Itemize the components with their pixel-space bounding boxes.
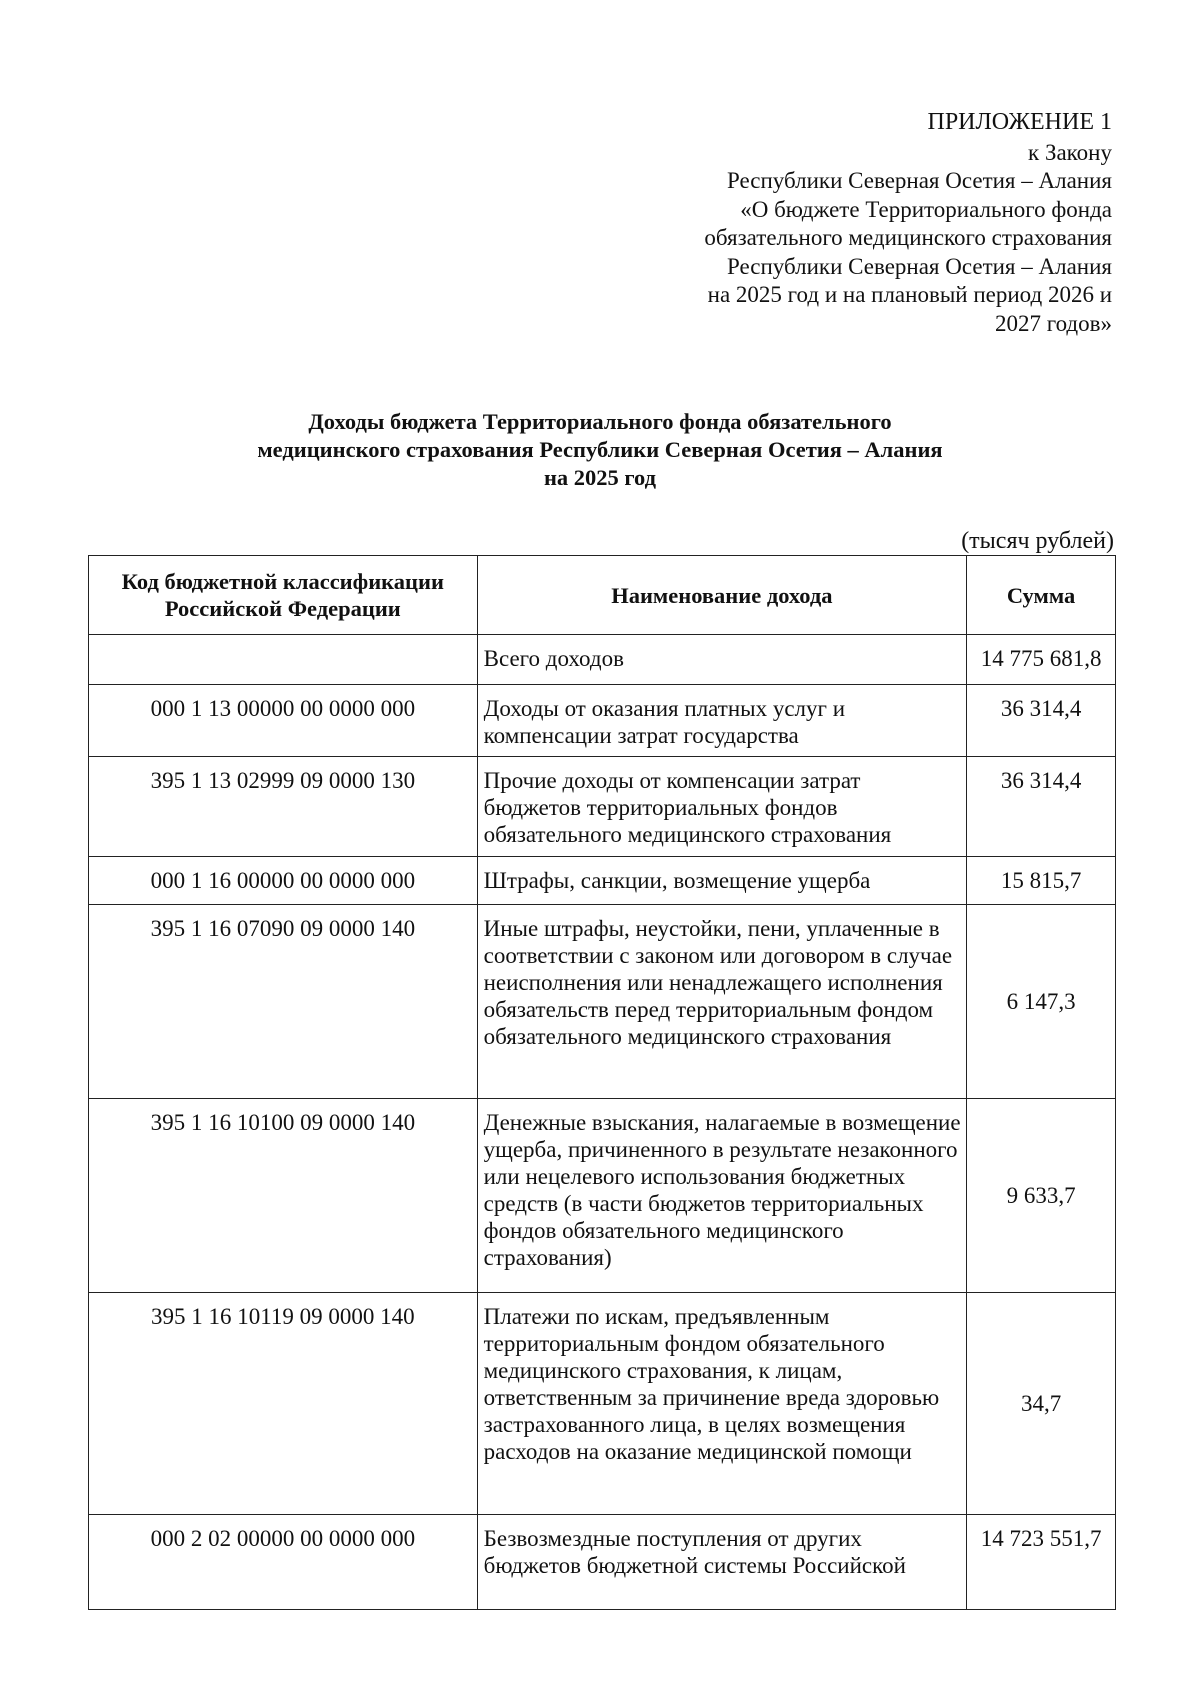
row-name: Платежи по искам, предъявленным территориальным фондом обязательного медицинского страхования, к лицам, ответственным за причинение вреда здоровью застрахованного лица, в целях возмещения расходов на оказание медицинской помощи [477, 1293, 967, 1515]
row-name: Денежные взыскания, налагаемые в возмещение ущерба, причиненного в результате незаконного или нецелевого использования бюджетных средств (в части бюджетов территориальных фондов обязательного медицинского страхования) [477, 1099, 967, 1293]
appendix-line: Республики Северная Осетия – Алания [727, 253, 1112, 279]
appendix-line: Республики Северная Осетия – Алания [727, 168, 1112, 193]
row-sum: 36 314,4 [967, 685, 1116, 757]
row-name: Всего доходов [477, 635, 967, 685]
income-table [88, 555, 1116, 1610]
header-sum: Сумма [967, 556, 1116, 635]
table-row [89, 757, 1116, 857]
appendix-line: 2027 годов» [994, 310, 1112, 336]
row-code: 000 2 02 00000 00 0000 000 [89, 1515, 478, 1610]
table-row [89, 905, 1116, 1099]
row-name: Доходы от оказания платных услуг и компенсации затрат государства [477, 685, 967, 757]
appendix-line: обязательного медицинского страхования [704, 225, 1112, 250]
table-row [89, 857, 1116, 905]
row-code: 395 1 16 07090 09 0000 140 [89, 905, 478, 1099]
row-name: Безвозмездные поступления от других бюджетов бюджетной системы Российской [477, 1515, 967, 1610]
table-row [89, 635, 1116, 685]
document-title [0, 408, 1200, 492]
table-row [89, 1515, 1116, 1610]
appendix-block [492, 108, 1112, 338]
table-row [89, 685, 1116, 757]
row-sum: 34,7 [967, 1293, 1116, 1515]
units-label: (тысяч рублей) [961, 528, 1114, 554]
row-code: 000 1 16 00000 00 0000 000 [89, 857, 478, 905]
row-sum: 6 147,3 [967, 905, 1116, 1099]
row-code: 395 1 16 10100 09 0000 140 [89, 1099, 478, 1293]
row-name: Иные штрафы, неустойки, пени, уплаченные в соответствии с законом или договором в случае неисполнения или ненадлежащего исполнения обязательств перед территориальным фондом обязательного медицинского страхования [477, 905, 967, 1099]
row-code: 395 1 13 02999 09 0000 130 [89, 757, 478, 857]
row-name: Штрафы, санкции, возмещение ущерба [477, 857, 967, 905]
appendix-line: к Закону [1028, 139, 1112, 165]
row-code: 000 1 13 00000 00 0000 000 [89, 685, 478, 757]
header-name: Наименование дохода [477, 556, 967, 635]
row-code [89, 635, 478, 685]
title-line: на 2025 год [543, 465, 657, 490]
table-row [89, 1293, 1116, 1515]
row-sum: 14 723 551,7 [967, 1515, 1116, 1610]
table-header-row [89, 556, 1116, 635]
row-sum: 9 633,7 [967, 1099, 1116, 1293]
title-line: Доходы бюджета Территориального фонда обязательного [308, 409, 892, 434]
table-row [89, 1099, 1116, 1293]
row-sum: 14 775 681,8 [967, 635, 1116, 685]
title-line: медицинского страхования Республики Северная Осетия – Алания [257, 437, 943, 462]
appendix-line: на 2025 год и на плановый период 2026 и [707, 282, 1112, 307]
header-code: Код бюджетной классификации Российской Федерации [89, 556, 478, 635]
row-name: Прочие доходы от компенсации затрат бюджетов территориальных фондов обязательного медицинского страхования [477, 757, 967, 857]
row-sum: 36 314,4 [967, 757, 1116, 857]
appendix-line: «О бюджете Территориального фонда [740, 196, 1112, 222]
row-sum: 15 815,7 [967, 857, 1116, 905]
row-code: 395 1 16 10119 09 0000 140 [89, 1293, 478, 1515]
appendix-heading: ПРИЛОЖЕНИЕ 1 [927, 109, 1112, 135]
